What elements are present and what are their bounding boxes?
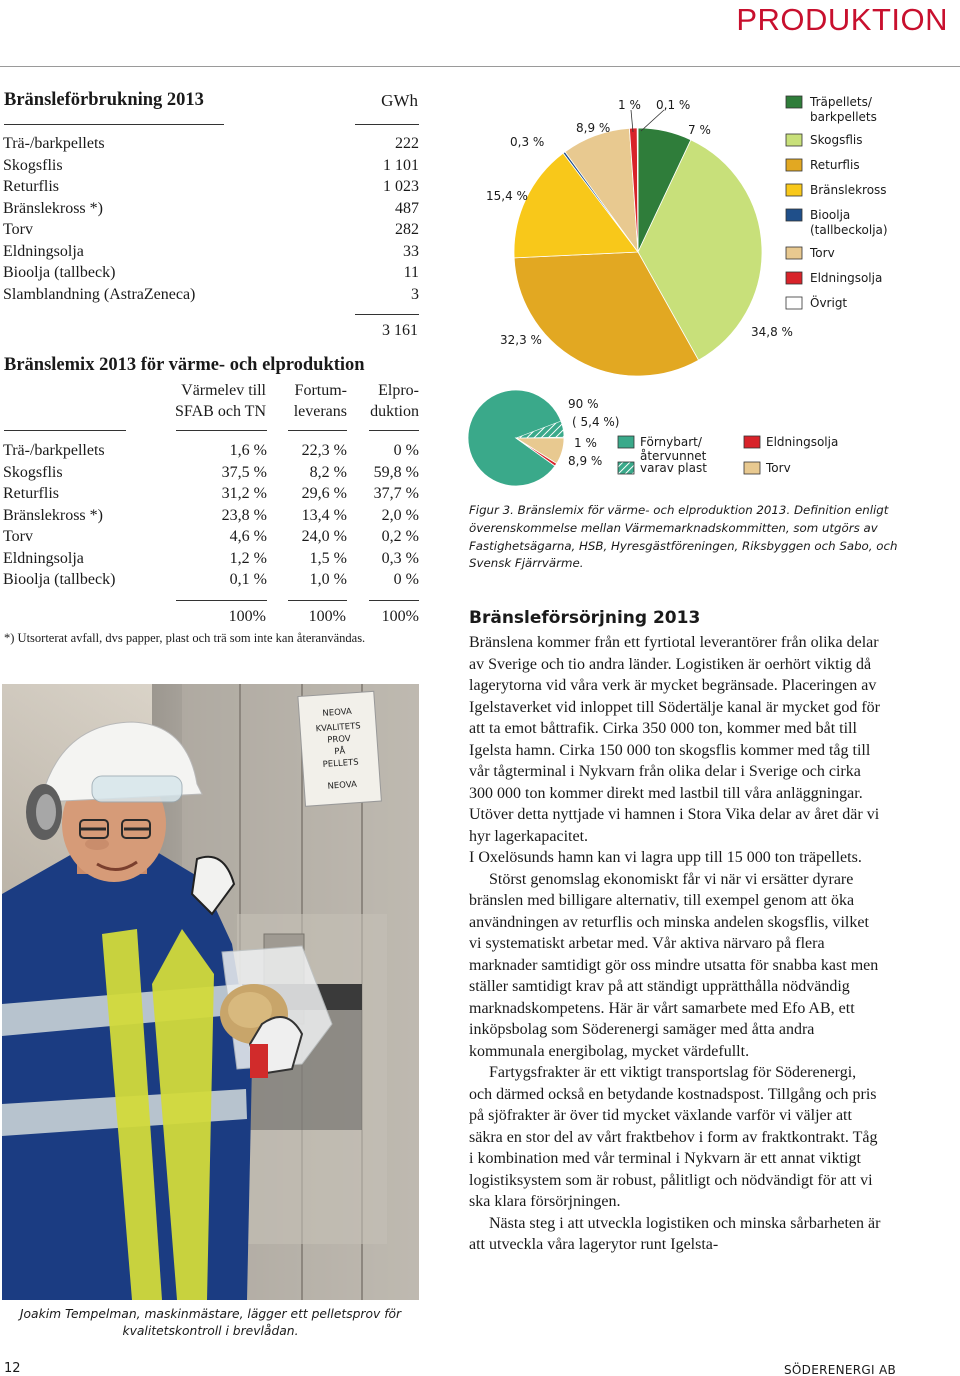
table-row bbox=[3, 243, 419, 265]
row-value: 33 bbox=[403, 242, 419, 260]
small-slice-label: 90 % bbox=[568, 397, 599, 411]
table2-total-heat: 100% bbox=[228, 608, 266, 625]
table2-total-fortum: 100% bbox=[308, 608, 346, 625]
row-label: Returflis bbox=[3, 485, 59, 502]
slice-label-tra-barkpellets: 7 % bbox=[688, 123, 711, 137]
table-row bbox=[3, 507, 419, 529]
cell-fortum: 1,5 % bbox=[309, 549, 347, 567]
article-paragraph: Fartygsfrakter är ett viktigt transportslag för Söderenergi, och därmed också en betydande kostnadspost. Tillgång och pris på sjöfrakter är över tid mycket växlande varför vi väljer att säkra en stor del av vårt fraktbehov i form av fraktkontrakt. Tåg i kombination med vår terminal i Nykvarn är ett annat viktigt logistiksystem som är robust, pålitligt och nödvändigt för att vi ska klara försörjningen. bbox=[469, 1064, 878, 1210]
main-pie-legend bbox=[786, 95, 888, 310]
cell-fortum: 22,3 % bbox=[301, 442, 347, 459]
table-row bbox=[3, 135, 419, 157]
row-label: Torv bbox=[3, 221, 33, 238]
table-row bbox=[3, 571, 419, 593]
table2-title: Bränslemix 2013 för värme- och elproduktion bbox=[4, 355, 365, 375]
table-row bbox=[3, 485, 419, 507]
legend-label: Eldningsolja bbox=[810, 271, 883, 285]
legend-label: Skogsflis bbox=[810, 133, 863, 147]
sign-line: PROV bbox=[327, 734, 352, 746]
cell-el: 0 % bbox=[393, 571, 419, 588]
row-label: Bränslekross *) bbox=[3, 199, 103, 217]
row-value: 1 101 bbox=[383, 156, 419, 174]
header-line: SFAB och TN bbox=[175, 403, 266, 420]
legend-swatch bbox=[786, 134, 802, 146]
small-legend-label: varav plast bbox=[640, 461, 707, 475]
cell-heat: 1,6 % bbox=[229, 442, 267, 459]
legend-label: Övrigt bbox=[810, 296, 848, 310]
table1-rule-right bbox=[355, 124, 419, 125]
row-value: 1 023 bbox=[383, 178, 419, 195]
small-legend-label: återvunnet bbox=[640, 449, 707, 463]
small-slice-label: 8,9 % bbox=[568, 454, 603, 468]
legend-label: Bränslekross bbox=[810, 183, 887, 197]
cell-el: 0,2 % bbox=[381, 528, 419, 545]
figure-caption: Figur 3. Bränslemix för värme- och elproduktion 2013. Definition enligt överenskommelse mellan Värmemarknadskommitten, som utgörs av Fastighetsägarna, HSB, Hyresgästföreningen, Riksbyggen och Sabo, och Svensk Fjärrvärme. bbox=[469, 503, 898, 571]
small-legend-label: Torv bbox=[766, 461, 791, 475]
sign-line: PÅ bbox=[334, 746, 346, 758]
sign-line: KVALITETS bbox=[315, 721, 362, 735]
table-row bbox=[3, 286, 419, 308]
row-label: Slamblandning (AstraZeneca) bbox=[3, 285, 196, 303]
legend-swatch bbox=[786, 184, 802, 196]
header-line: leverans bbox=[293, 403, 347, 420]
row-value: 487 bbox=[395, 199, 419, 217]
table-row bbox=[3, 528, 419, 550]
article-body bbox=[469, 632, 881, 1256]
header-rule bbox=[0, 66, 960, 67]
table1-total: 3 161 bbox=[382, 322, 418, 339]
header-line: Värmelev till bbox=[181, 382, 266, 399]
row-label: Bränslekross *) bbox=[3, 506, 103, 524]
cell-heat: 1,2 % bbox=[229, 549, 267, 567]
section-title: PRODUKTION bbox=[736, 2, 948, 37]
table2-total-rule bbox=[369, 600, 419, 601]
legend-label: Träpellets/ bbox=[810, 95, 872, 109]
slice-label-returflis: 32,3 % bbox=[500, 333, 542, 347]
row-value: 282 bbox=[395, 221, 419, 238]
table-row bbox=[3, 178, 419, 200]
legend-swatch bbox=[786, 272, 802, 284]
cell-heat: 31,2 % bbox=[221, 485, 267, 502]
small-pie bbox=[468, 390, 564, 486]
fuel-mix-chart bbox=[466, 88, 960, 498]
sign-line: NEOVA bbox=[322, 706, 353, 719]
leader-line bbox=[641, 110, 664, 131]
sign-line: NEOVA bbox=[327, 779, 358, 792]
slice-label-torv: 8,9 % bbox=[576, 121, 611, 135]
table-row bbox=[3, 550, 419, 572]
small-slice-label: 1 % bbox=[574, 436, 597, 450]
row-label: Trä-/barkpellets bbox=[3, 442, 105, 459]
article-paragraph: Bränslena kommer från ett fyrtiotal leverantörer från olika delar av Sverige och tio andra länder. Logistiken är oerhört viktig då lagerytorna vid våra verk är mycket begränsade. Placeringen av Igelstaverket vid inloppet till Södertälje kanal är mycket god för att ta emot båttrafik. Cirka 350 000 ton, kommer med båt till Igelsta hamn. Cirka 150 000 ton skogsflis kommer med tåg till vår tågterminal i Nykvarn från olika delar i Sverige och cirka 300 000 ton kommer direkt med lastbil till våra anläggningar. Utöver detta nyttjade vi hamnen i Stora Vika delar av året där vi hyr lagerkapacitet. bbox=[469, 634, 880, 845]
article-paragraph: Störst genomslag ekonomiskt får vi när vi ersätter dyrare bränslen med billigare alternativ, till exempel genom att öka användningen av returflis och minska andelen skogsflis, vilket vi systematiskt arbetar med. Vår aktiva närvaro på flera marknader samtidigt gör oss mindre utsatta för snabba kast men ställer samtidigt krav på att ständigt upprätthålla nödvändig marknadskompetens. Här är vårt samarbete med Efo AB, ett inköpsbolag som Söderenergi samäger med åtta andra kommunala energibolag, mycket värdefullt. bbox=[469, 870, 879, 1060]
slice-label-branslekross: 15,4 % bbox=[486, 189, 528, 203]
article-paragraph: Nästa steg i att utveckla logistiken och minska sårbarheten är att utveckla våra lagerytor runt Igelsta- bbox=[469, 1214, 881, 1253]
row-label: Skogsflis bbox=[3, 156, 63, 174]
header-line: Fortum- bbox=[294, 382, 347, 399]
table2-rule bbox=[4, 430, 126, 431]
table1-unit: GWh bbox=[381, 91, 418, 110]
small-legend-swatch bbox=[618, 462, 634, 474]
small-pie-legend bbox=[618, 435, 838, 475]
row-label: Bioolja (tallbeck) bbox=[3, 571, 116, 588]
cell-fortum: 1,0 % bbox=[309, 571, 347, 588]
photo-caption: Joakim Tempelman, maskinmästare, lägger ett pelletsprov för kvalitetskontroll i brevlådan. bbox=[19, 1307, 402, 1338]
table-row bbox=[3, 200, 419, 222]
table-row bbox=[3, 464, 419, 486]
legend-label: Bioolja bbox=[810, 208, 851, 222]
main-pie bbox=[514, 128, 762, 376]
table2-total-rule bbox=[288, 600, 347, 601]
cell-el: 2,0 % bbox=[381, 506, 419, 524]
legend-swatch bbox=[786, 247, 802, 259]
table1-total-rule bbox=[355, 314, 419, 315]
legend-label: barkpellets bbox=[810, 110, 877, 124]
worker-photo bbox=[2, 684, 419, 1300]
table2-rule bbox=[369, 430, 419, 431]
row-label: Skogsflis bbox=[3, 463, 63, 481]
table-row bbox=[3, 442, 419, 464]
legend-swatch bbox=[786, 159, 802, 171]
cell-fortum: 13,4 % bbox=[301, 506, 347, 524]
legend-swatch bbox=[786, 209, 802, 221]
article-paragraph: I Oxelösunds hamn kan vi lagra upp till 15 000 ton träpellets. bbox=[469, 849, 862, 866]
small-slice-label: ( 5,4 %) bbox=[572, 415, 620, 429]
table2-header-heat bbox=[150, 380, 266, 422]
slice-label-skogsflis: 34,8 % bbox=[751, 325, 793, 339]
cell-fortum: 29,6 % bbox=[301, 485, 347, 502]
row-label: Returflis bbox=[3, 178, 59, 195]
legend-label: Returflis bbox=[810, 158, 860, 172]
table2-total-el: 100% bbox=[381, 608, 419, 625]
table2-footnote: *) Utsorterat avfall, dvs papper, plast och trä som inte kan återanvändas. bbox=[4, 631, 366, 645]
row-value: 222 bbox=[395, 135, 419, 152]
table2-total-rule bbox=[176, 600, 267, 601]
table-row bbox=[3, 157, 419, 179]
table2-rule bbox=[288, 430, 347, 431]
cell-el: 37,7 % bbox=[373, 485, 419, 502]
cell-heat: 23,8 % bbox=[221, 506, 267, 524]
row-value: 11 bbox=[403, 264, 419, 281]
cell-el: 59,8 % bbox=[373, 463, 419, 481]
cell-fortum: 24,0 % bbox=[301, 528, 347, 545]
row-label: Eldningsolja bbox=[3, 549, 84, 567]
cell-el: 0 % bbox=[393, 442, 419, 459]
cell-heat: 4,6 % bbox=[229, 528, 267, 545]
company-name: SÖDERENERGI AB bbox=[784, 1363, 896, 1376]
legend-swatch bbox=[786, 297, 802, 309]
sign-line: PELLETS bbox=[322, 757, 359, 771]
header-line: duktion bbox=[370, 403, 419, 420]
legend-label: Torv bbox=[810, 246, 835, 260]
table2-rule bbox=[176, 430, 267, 431]
small-pie-labels bbox=[568, 397, 619, 468]
cell-heat: 0,1 % bbox=[229, 571, 267, 588]
table2-header-el bbox=[352, 380, 419, 422]
slice-label-eldningsolja: 1 % bbox=[618, 98, 641, 112]
small-legend-swatch bbox=[618, 436, 634, 448]
small-legend-swatch bbox=[744, 436, 760, 448]
article-heading: Bränsleförsörjning 2013 bbox=[469, 608, 701, 628]
small-legend-label: Eldningsolja bbox=[766, 435, 839, 449]
cell-fortum: 8,2 % bbox=[309, 463, 347, 481]
legend-swatch bbox=[786, 96, 802, 108]
cell-heat: 37,5 % bbox=[221, 463, 267, 481]
slice-label-bioolja-tallbeckolja: 0,3 % bbox=[510, 135, 545, 149]
slice-label-ovrigt: 0,1 % bbox=[656, 98, 691, 112]
table1-rule-left bbox=[4, 124, 224, 125]
row-label: Torv bbox=[3, 528, 33, 545]
cell-el: 0,3 % bbox=[381, 549, 419, 567]
table2-header-fortum bbox=[270, 380, 347, 422]
header-line: Elpro- bbox=[378, 382, 419, 399]
row-label: Eldningsolja bbox=[3, 242, 84, 260]
page-number: 12 bbox=[4, 1361, 21, 1376]
table-row bbox=[3, 264, 419, 286]
table-row bbox=[3, 221, 419, 243]
small-legend-label: Förnybart/ bbox=[640, 435, 702, 449]
quality-sign bbox=[298, 691, 381, 806]
row-label: Bioolja (tallbeck) bbox=[3, 264, 116, 281]
row-label: Trä-/barkpellets bbox=[3, 135, 105, 152]
legend-label: (tallbeckolja) bbox=[810, 223, 888, 237]
row-value: 3 bbox=[411, 285, 419, 303]
small-legend-swatch bbox=[744, 462, 760, 474]
table1-title: Bränsleförbrukning 2013 bbox=[4, 90, 204, 110]
